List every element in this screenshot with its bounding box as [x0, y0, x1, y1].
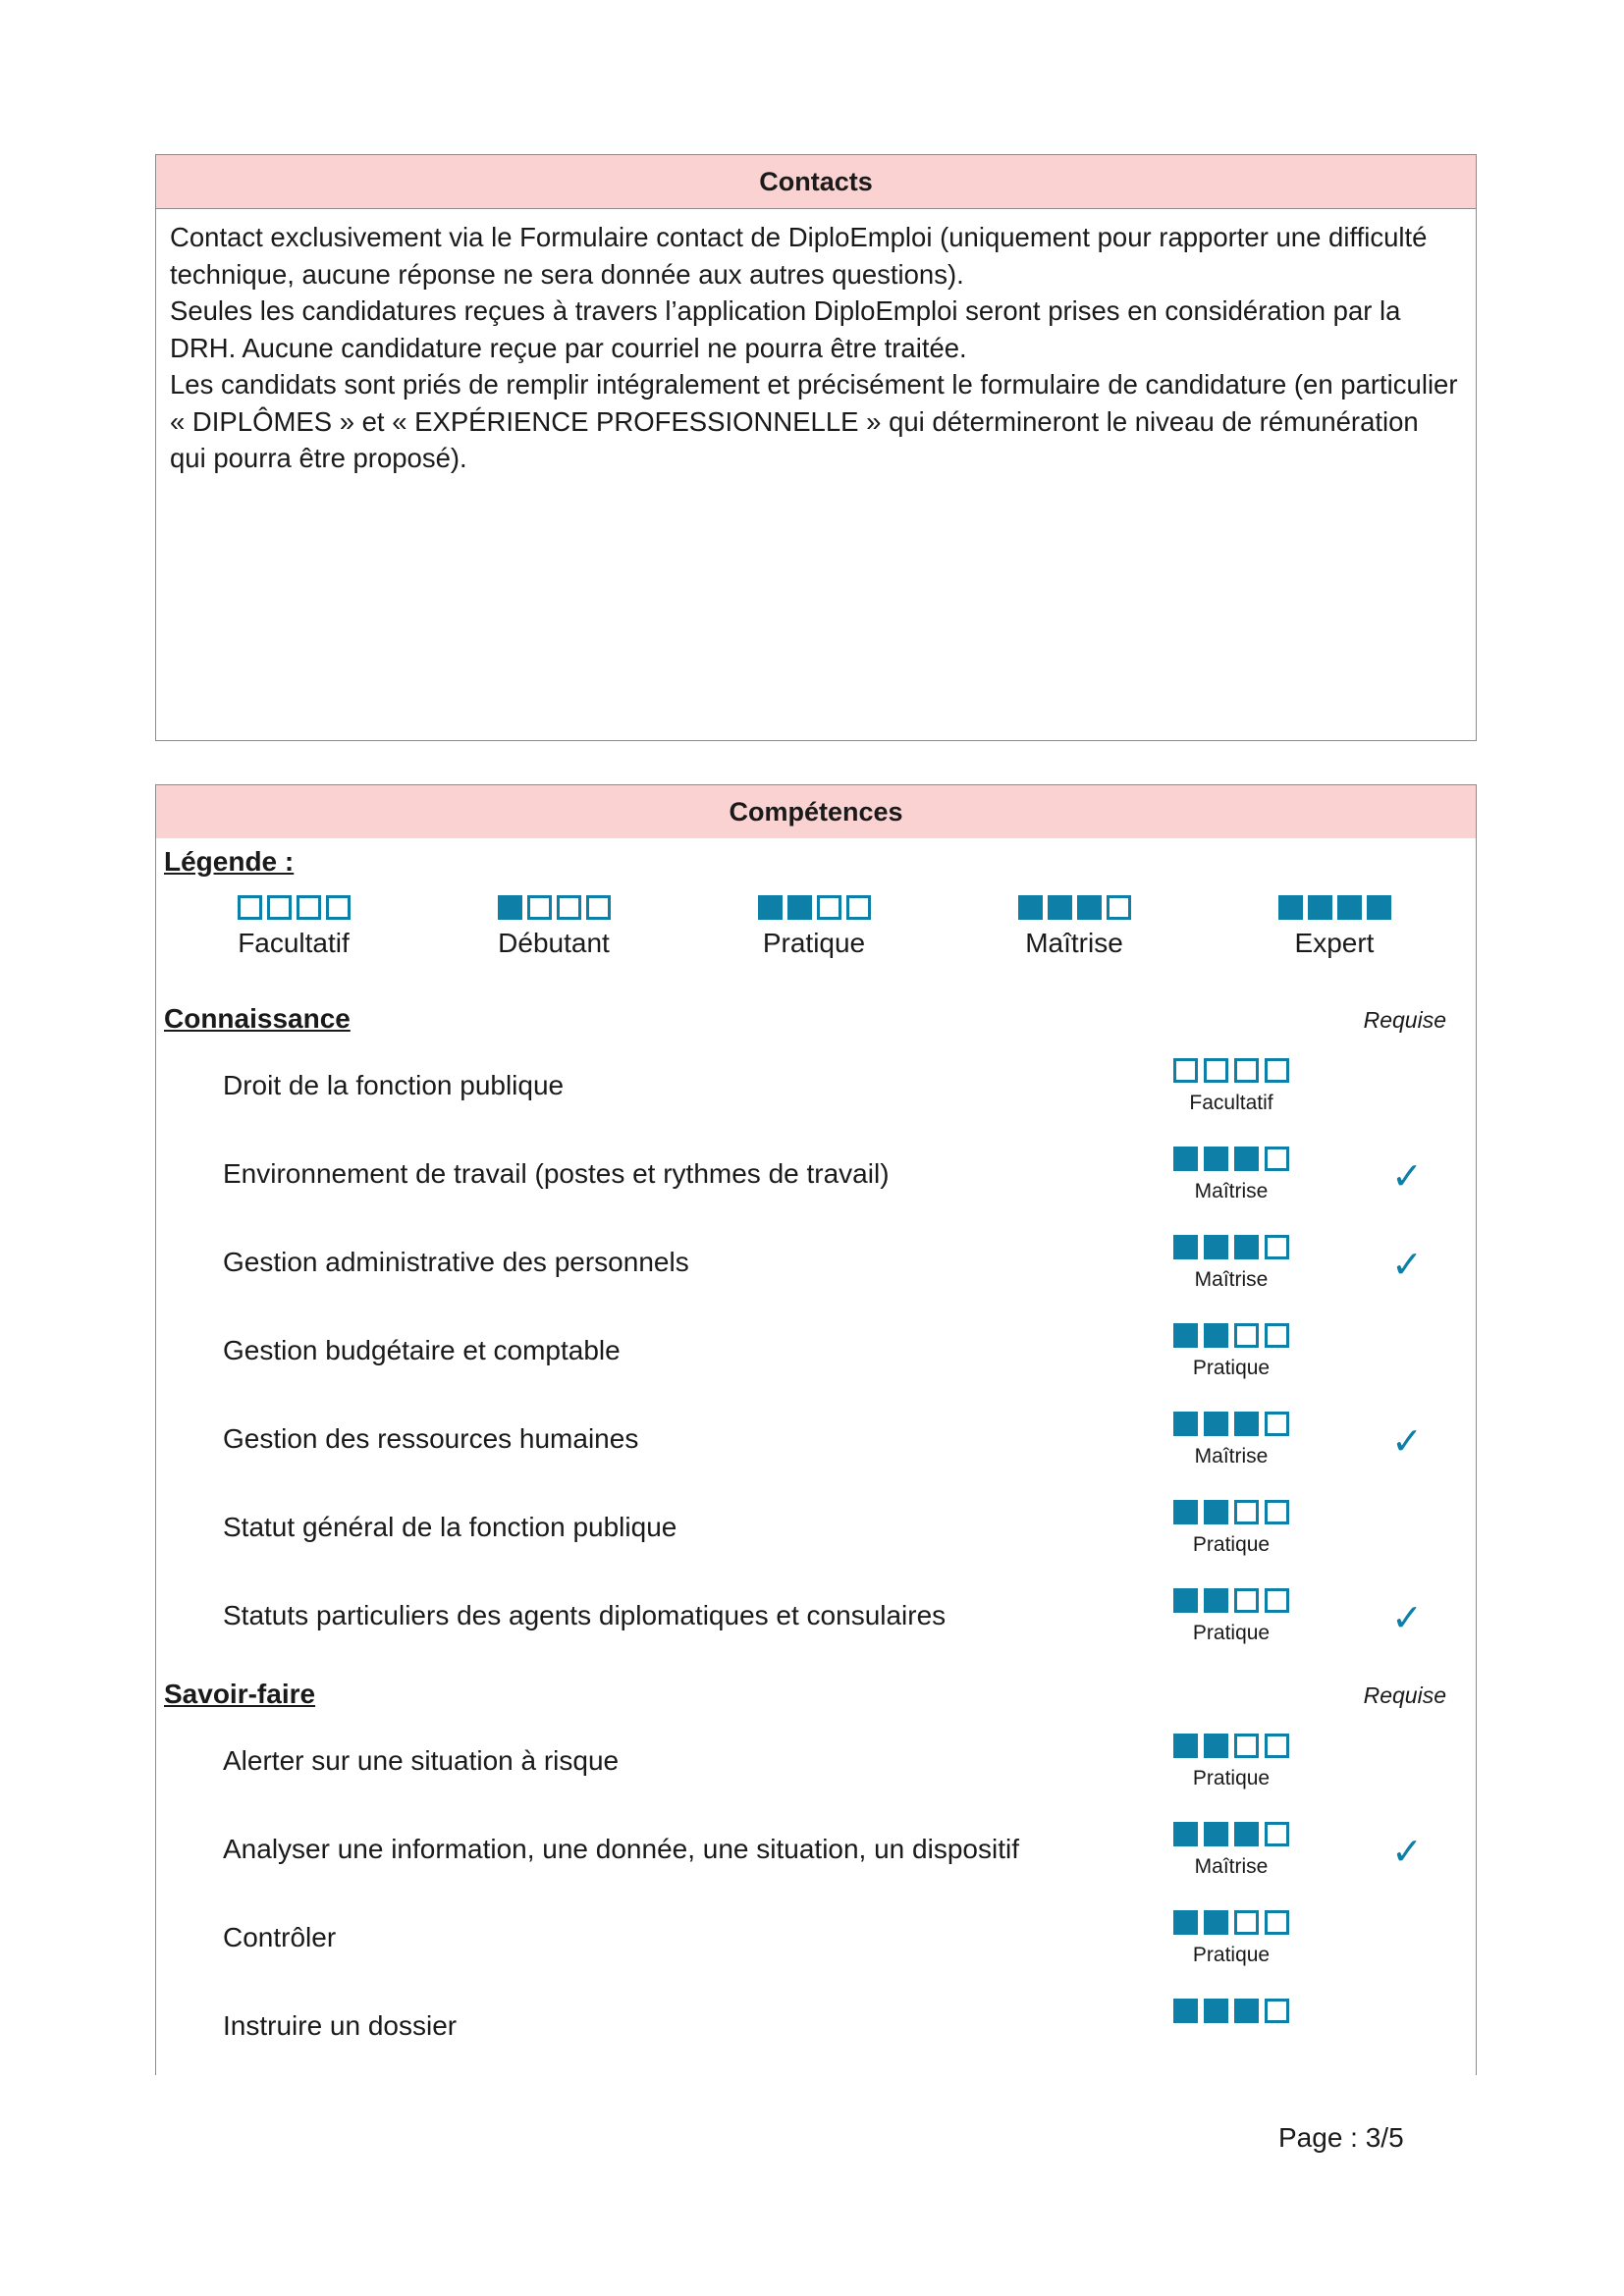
- competence-label: Statuts particuliers des agents diplomatiques et consulaires: [223, 1600, 947, 1630]
- level-squares: [205, 895, 382, 920]
- level-label: Maîtrise: [1194, 1855, 1269, 1878]
- level-squares: [1167, 1412, 1295, 1436]
- filled-square-icon: [1173, 1235, 1198, 1259]
- level-squares: [1167, 1058, 1295, 1083]
- empty-square-icon: [1265, 1323, 1289, 1348]
- filled-square-icon: [1173, 1734, 1198, 1758]
- competence-level: [1167, 1910, 1295, 1967]
- filled-square-icon: [1048, 895, 1072, 920]
- contacts-paragraph: Contact exclusivement via le Formulaire contact de DiploEmploi (uniquement pour rapporter une difficulté technique, aucune réponse ne sera donnée aux autres questions).: [170, 222, 1428, 290]
- competence-level: [1167, 1822, 1295, 1879]
- contacts-paragraph: Seules les candidatures reçues à travers l’application DiploEmploi seront prises en considération par la DRH. Aucune candidature reçue par courriel ne pourra être traitée.: [170, 295, 1401, 363]
- filled-square-icon: [1234, 1235, 1259, 1259]
- level-squares: [1167, 1500, 1295, 1524]
- competence-level: [1167, 1147, 1295, 1203]
- competence-label: Gestion des ressources humaines: [223, 1423, 639, 1454]
- competence-label: Gestion administrative des personnels: [223, 1247, 689, 1277]
- page-number: Page : 3/5: [1278, 2122, 1404, 2153]
- filled-square-icon: [1173, 1588, 1198, 1613]
- contacts-panel: [155, 154, 1477, 741]
- legend-label: Facultatif: [238, 928, 350, 958]
- filled-square-icon: [1204, 1999, 1228, 2023]
- empty-square-icon: [1234, 1910, 1259, 1935]
- empty-square-icon: [586, 895, 611, 920]
- filled-square-icon: [1204, 1822, 1228, 1846]
- competences-panel: [155, 784, 1477, 2075]
- level-squares: [1167, 1734, 1295, 1758]
- competence-row: [156, 1999, 1476, 2087]
- legend-label: Maîtrise: [1025, 928, 1123, 958]
- level-squares: [726, 895, 902, 920]
- required-check-icon: ✓: [1391, 1832, 1423, 1873]
- competence-level: [1167, 1235, 1295, 1292]
- filled-square-icon: [1204, 1910, 1228, 1935]
- filled-square-icon: [1204, 1412, 1228, 1436]
- competence-level: [1167, 1058, 1295, 1115]
- empty-square-icon: [557, 895, 581, 920]
- level-label: Pratique: [1192, 1622, 1271, 1644]
- level-squares: [1167, 1588, 1295, 1613]
- competence-label: Environnement de travail (postes et rythmes de travail): [223, 1158, 890, 1189]
- legend-item: [986, 895, 1163, 959]
- legend-item: [205, 895, 382, 959]
- empty-square-icon: [1234, 1500, 1259, 1524]
- level-squares: [1246, 895, 1423, 920]
- filled-square-icon: [1308, 895, 1332, 920]
- competences-header: Compétences: [156, 785, 1476, 838]
- competence-level: [1167, 1734, 1295, 1790]
- competence-label: Contrôler: [223, 1922, 337, 1952]
- competence-row: [156, 1910, 1476, 1999]
- level-squares: [465, 895, 642, 920]
- competence-label: Alerter sur une situation à risque: [223, 1745, 620, 1776]
- competence-row: [156, 1323, 1476, 1412]
- competence-row: [156, 1734, 1476, 1822]
- filled-square-icon: [1234, 1412, 1259, 1436]
- empty-square-icon: [1234, 1734, 1259, 1758]
- empty-square-icon: [1234, 1588, 1259, 1613]
- filled-square-icon: [1204, 1323, 1228, 1348]
- legend-label: Pratique: [762, 928, 866, 958]
- empty-square-icon: [527, 895, 552, 920]
- section-title: Connaissance: [164, 1003, 351, 1034]
- filled-square-icon: [1234, 1822, 1259, 1846]
- filled-square-icon: [1234, 1999, 1259, 2023]
- legend-item: [1246, 895, 1423, 959]
- filled-square-icon: [758, 895, 783, 920]
- filled-square-icon: [1204, 1147, 1228, 1171]
- filled-square-icon: [1367, 895, 1391, 920]
- level-squares: [1167, 1822, 1295, 1846]
- competence-row: [156, 1500, 1476, 1588]
- level-label: Facultatif: [1189, 1092, 1273, 1114]
- filled-square-icon: [1204, 1734, 1228, 1758]
- competence-label: Statut général de la fonction publique: [223, 1512, 677, 1542]
- required-column-header: Requise: [1363, 1682, 1446, 1708]
- competence-row: [156, 1235, 1476, 1323]
- competence-level: [1167, 1588, 1295, 1645]
- contacts-body: [156, 209, 1476, 487]
- empty-square-icon: [1265, 1910, 1289, 1935]
- competence-row: [156, 1058, 1476, 1147]
- level-squares: [986, 895, 1163, 920]
- filled-square-icon: [1337, 895, 1362, 920]
- required-check-icon: ✓: [1391, 1421, 1423, 1463]
- empty-square-icon: [1265, 1999, 1289, 2023]
- competence-level: [1167, 1412, 1295, 1468]
- level-label: Pratique: [1192, 1944, 1271, 1966]
- competence-row: [156, 1822, 1476, 1910]
- empty-square-icon: [297, 895, 321, 920]
- empty-square-icon: [1265, 1734, 1289, 1758]
- competence-level: [1167, 1500, 1295, 1557]
- level-squares: [1167, 1235, 1295, 1259]
- level-squares: [1167, 1999, 1295, 2023]
- empty-square-icon: [1265, 1147, 1289, 1171]
- empty-square-icon: [1265, 1412, 1289, 1436]
- filled-square-icon: [498, 895, 522, 920]
- level-label: Maîtrise: [1194, 1268, 1269, 1291]
- filled-square-icon: [1173, 1147, 1198, 1171]
- empty-square-icon: [1265, 1500, 1289, 1524]
- empty-square-icon: [1173, 1058, 1198, 1083]
- contacts-paragraph: Les candidats sont priés de remplir intégralement et précisément le formulaire de candidature (en particulier « DIPLÔMES » et « EXPÉRIENCE PROFESSIONNELLE » qui détermineront le niveau de rémunération qui pourra être proposé).: [170, 369, 1458, 473]
- competence-label: Instruire un dossier: [223, 2010, 458, 2041]
- level-squares: [1167, 1323, 1295, 1348]
- empty-square-icon: [1265, 1235, 1289, 1259]
- filled-square-icon: [1278, 895, 1303, 920]
- competence-row: [156, 1588, 1476, 1677]
- empty-square-icon: [1234, 1058, 1259, 1083]
- empty-square-icon: [1265, 1058, 1289, 1083]
- filled-square-icon: [1173, 1412, 1198, 1436]
- empty-square-icon: [1265, 1588, 1289, 1613]
- section-title: Savoir-faire: [164, 1679, 316, 1709]
- competence-row: [156, 1412, 1476, 1500]
- empty-square-icon: [1234, 1323, 1259, 1348]
- filled-square-icon: [1018, 895, 1043, 920]
- competence-label: Analyser une information, une donnée, une situation, un dispositif: [223, 1834, 1019, 1864]
- level-label: Maîtrise: [1194, 1445, 1269, 1468]
- empty-square-icon: [238, 895, 262, 920]
- legend-label: Expert: [1294, 928, 1375, 958]
- empty-square-icon: [326, 895, 351, 920]
- level-squares: [1167, 1147, 1295, 1171]
- filled-square-icon: [787, 895, 812, 920]
- empty-square-icon: [1107, 895, 1131, 920]
- empty-square-icon: [1265, 1822, 1289, 1846]
- competence-label: Gestion budgétaire et comptable: [223, 1335, 621, 1365]
- level-label: Pratique: [1192, 1357, 1271, 1379]
- contacts-header: Contacts: [156, 155, 1476, 209]
- legend-title: Légende :: [164, 846, 295, 877]
- required-check-icon: ✓: [1391, 1245, 1423, 1286]
- filled-square-icon: [1204, 1500, 1228, 1524]
- competence-label: Droit de la fonction publique: [223, 1070, 565, 1100]
- filled-square-icon: [1204, 1235, 1228, 1259]
- legend-item: [465, 895, 642, 959]
- filled-square-icon: [1173, 1822, 1198, 1846]
- required-column-header: Requise: [1363, 1007, 1446, 1033]
- empty-square-icon: [846, 895, 871, 920]
- level-label: Pratique: [1192, 1533, 1271, 1556]
- filled-square-icon: [1173, 1910, 1198, 1935]
- level-label: Pratique: [1192, 1767, 1271, 1789]
- filled-square-icon: [1173, 1323, 1198, 1348]
- empty-square-icon: [267, 895, 292, 920]
- legend-item: [726, 895, 902, 959]
- competence-row: [156, 1147, 1476, 1235]
- legend-label: Débutant: [498, 928, 610, 958]
- level-squares: [1167, 1910, 1295, 1935]
- empty-square-icon: [817, 895, 841, 920]
- filled-square-icon: [1234, 1147, 1259, 1171]
- filled-square-icon: [1077, 895, 1102, 920]
- filled-square-icon: [1173, 1999, 1198, 2023]
- filled-square-icon: [1173, 1500, 1198, 1524]
- filled-square-icon: [1204, 1588, 1228, 1613]
- required-check-icon: ✓: [1391, 1598, 1423, 1639]
- empty-square-icon: [1204, 1058, 1228, 1083]
- required-check-icon: ✓: [1391, 1156, 1423, 1198]
- level-label: Maîtrise: [1194, 1180, 1269, 1202]
- competence-level: [1167, 1323, 1295, 1380]
- competence-level: [1167, 1999, 1295, 2023]
